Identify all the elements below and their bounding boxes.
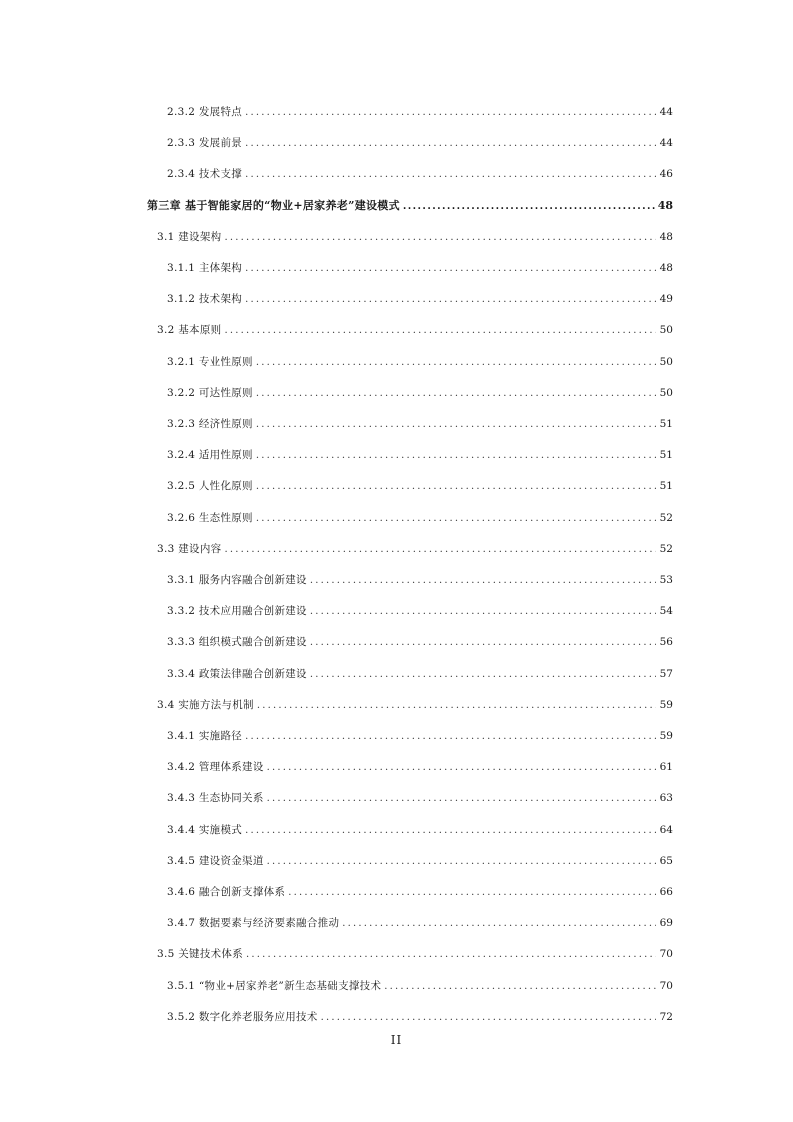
toc-section-entry[interactable] xyxy=(157,323,673,338)
toc-subsection-entry[interactable] xyxy=(167,1010,673,1025)
toc-dot-leader xyxy=(245,293,656,307)
toc-subsection-entry[interactable] xyxy=(167,105,673,120)
toc-dot-leader xyxy=(256,512,656,526)
toc-dot-leader xyxy=(267,761,656,775)
toc-subsection-entry[interactable] xyxy=(167,355,673,370)
toc-subsection-entry[interactable] xyxy=(167,823,673,838)
toc-dot-leader xyxy=(245,137,656,151)
toc-entry-title: 3.4.5 建设资金渠道 xyxy=(167,854,264,867)
toc-subsection-entry[interactable] xyxy=(167,916,673,931)
toc-dot-leader xyxy=(245,168,656,182)
toc-entry-title: 3.4.3 生态协同关系 xyxy=(167,792,264,805)
toc-entry-title: 3.2.4 适用性原则 xyxy=(167,449,253,462)
toc-dot-leader xyxy=(267,792,656,806)
toc-entry-title: 3.5.2 数字化养老服务应用技术 xyxy=(167,1010,318,1023)
toc-dot-leader xyxy=(256,387,656,401)
toc-entry-page: 51 xyxy=(659,449,673,462)
toc-dot-leader xyxy=(403,200,655,214)
toc-entry-page: 51 xyxy=(659,418,673,430)
toc-entry-page: 64 xyxy=(659,823,673,836)
toc-dot-leader xyxy=(310,605,656,619)
toc-dot-leader xyxy=(267,855,656,869)
toc-dot-leader xyxy=(245,262,656,276)
toc-dot-leader xyxy=(342,917,656,931)
toc-subsection-entry[interactable] xyxy=(167,885,673,900)
toc-dot-leader xyxy=(224,324,656,338)
toc-entry-page: 44 xyxy=(659,137,673,150)
toc-dot-leader xyxy=(224,231,656,245)
toc-entry-title: 3.4.1 实施路径 xyxy=(167,730,243,742)
toc-subsection-entry[interactable] xyxy=(167,604,673,619)
toc-entry-title: 3.4.4 实施模式 xyxy=(167,823,243,836)
toc-subsection-entry[interactable] xyxy=(167,979,673,994)
toc-entry-page: 48 xyxy=(659,230,673,243)
toc-subsection-entry[interactable] xyxy=(167,511,673,526)
toc-entry-title: 3.4.6 融合创新支撑体系 xyxy=(167,886,286,898)
toc-dot-leader xyxy=(310,636,656,650)
toc-dot-leader xyxy=(321,1011,656,1025)
toc-entry-page: 70 xyxy=(659,979,673,992)
toc-entry-title: 第三章 基于智能家居的“物业+居家养老”建设模式 xyxy=(147,198,400,212)
toc-dot-leader xyxy=(256,356,656,370)
toc-entry-title: 3.2.6 生态性原则 xyxy=(167,511,253,524)
toc-entry-title: 3.5 关键技术体系 xyxy=(157,948,244,961)
toc-chapter-entry[interactable] xyxy=(147,199,673,214)
toc-dot-leader xyxy=(256,449,656,463)
toc-entry-title: 3.4.2 管理体系建设 xyxy=(167,761,264,774)
toc-entry-title: 3.3.4 政策法律融合创新建设 xyxy=(167,667,307,680)
toc-entry-title: 3.3 建设内容 xyxy=(157,542,222,555)
toc-dot-leader xyxy=(256,480,656,494)
toc-subsection-entry[interactable] xyxy=(167,667,673,682)
toc-entry-title: 3.3.2 技术应用融合创新建设 xyxy=(167,605,307,618)
toc-subsection-entry[interactable] xyxy=(167,167,673,182)
toc-entry-page: 51 xyxy=(659,480,673,493)
toc-subsection-entry[interactable] xyxy=(167,479,673,494)
toc-entry-title: 3.3.1 服务内容融合创新建设 xyxy=(167,574,307,586)
toc-subsection-entry[interactable] xyxy=(167,136,673,151)
toc-entry-title: 3.2.1 专业性原则 xyxy=(167,355,253,368)
toc-section-entry[interactable] xyxy=(157,947,673,962)
toc-dot-leader xyxy=(288,886,656,900)
toc-entry-page: 53 xyxy=(659,574,673,586)
toc-section-entry[interactable] xyxy=(157,542,673,557)
toc-entry-title: 2.3.3 发展前景 xyxy=(167,137,243,150)
toc-dot-leader xyxy=(245,730,656,744)
toc-entry-title: 3.1 建设架构 xyxy=(157,230,222,243)
toc-entry-page: 57 xyxy=(659,667,673,680)
toc-dot-leader xyxy=(245,824,656,838)
toc-subsection-entry[interactable] xyxy=(167,448,673,463)
toc-entry-page: 48 xyxy=(659,262,673,274)
toc-subsection-entry[interactable] xyxy=(167,791,673,806)
toc-entry-page: 50 xyxy=(659,386,673,399)
toc-entry-page: 48 xyxy=(657,198,673,212)
toc-dot-leader xyxy=(246,948,656,962)
toc-entry-title: 3.3.3 组织模式融合创新建设 xyxy=(167,636,307,649)
toc-entry-page: 65 xyxy=(659,854,673,867)
toc-dot-leader xyxy=(245,106,656,120)
toc-entry-page: 61 xyxy=(659,761,673,774)
toc-entry-title: 3.2.5 人性化原则 xyxy=(167,480,253,493)
toc-entry-title: 3.2 基本原则 xyxy=(157,324,222,337)
toc-dot-leader xyxy=(384,980,656,994)
toc-entry-page: 59 xyxy=(659,698,673,711)
toc-subsection-entry[interactable] xyxy=(167,261,673,276)
toc-entry-page: 63 xyxy=(659,792,673,805)
toc-subsection-entry[interactable] xyxy=(167,729,673,744)
toc-entry-page: 49 xyxy=(659,293,673,306)
toc-entry-page: 59 xyxy=(659,730,673,742)
toc-entry-title: 3.4 实施方法与机制 xyxy=(157,698,254,711)
toc-entry-title: 3.4.7 数据要素与经济要素融合推动 xyxy=(167,917,340,930)
toc-entry-title: 3.5.1 “物业+居家养老”新生态基础支撑技术 xyxy=(167,979,382,992)
toc-entry-page: 56 xyxy=(659,636,673,649)
toc-dot-leader xyxy=(310,668,656,682)
toc-entry-page: 69 xyxy=(659,917,673,930)
toc-subsection-entry[interactable] xyxy=(167,292,673,307)
toc-entry-title: 2.3.4 技术支撑 xyxy=(167,168,243,181)
toc-subsection-entry[interactable] xyxy=(167,573,673,588)
toc-entry-page: 72 xyxy=(659,1010,673,1023)
toc-entry-page: 50 xyxy=(659,355,673,368)
toc-entry-title: 3.1.2 技术架构 xyxy=(167,293,243,306)
toc-entry-page: 52 xyxy=(659,542,673,555)
toc-entry-page: 52 xyxy=(659,511,673,524)
toc-section-entry[interactable] xyxy=(157,698,673,713)
toc-subsection-entry[interactable] xyxy=(167,854,673,869)
page-number: II xyxy=(390,1033,403,1047)
toc-subsection-entry[interactable] xyxy=(167,760,673,775)
toc-entry-title: 3.2.2 可达性原则 xyxy=(167,386,253,399)
toc-subsection-entry[interactable] xyxy=(167,417,673,432)
toc-subsection-entry[interactable] xyxy=(167,386,673,401)
toc-entry-title: 3.2.3 经济性原则 xyxy=(167,418,253,430)
toc-entry-title: 2.3.2 发展特点 xyxy=(167,106,243,118)
toc-entry-page: 66 xyxy=(659,886,673,898)
toc-dot-leader xyxy=(256,418,656,432)
toc-entry-page: 70 xyxy=(659,948,673,961)
toc-entry-page: 46 xyxy=(659,168,673,181)
toc-entry-title: 3.1.1 主体架构 xyxy=(167,262,243,274)
toc-entry-page: 44 xyxy=(659,106,673,118)
toc-entry-page: 54 xyxy=(659,605,673,618)
toc-dot-leader xyxy=(310,574,656,588)
toc-dot-leader xyxy=(224,543,656,557)
toc-subsection-entry[interactable] xyxy=(167,635,673,650)
toc-entry-page: 50 xyxy=(659,324,673,337)
toc-dot-leader xyxy=(257,699,656,713)
toc-section-entry[interactable] xyxy=(157,230,673,245)
